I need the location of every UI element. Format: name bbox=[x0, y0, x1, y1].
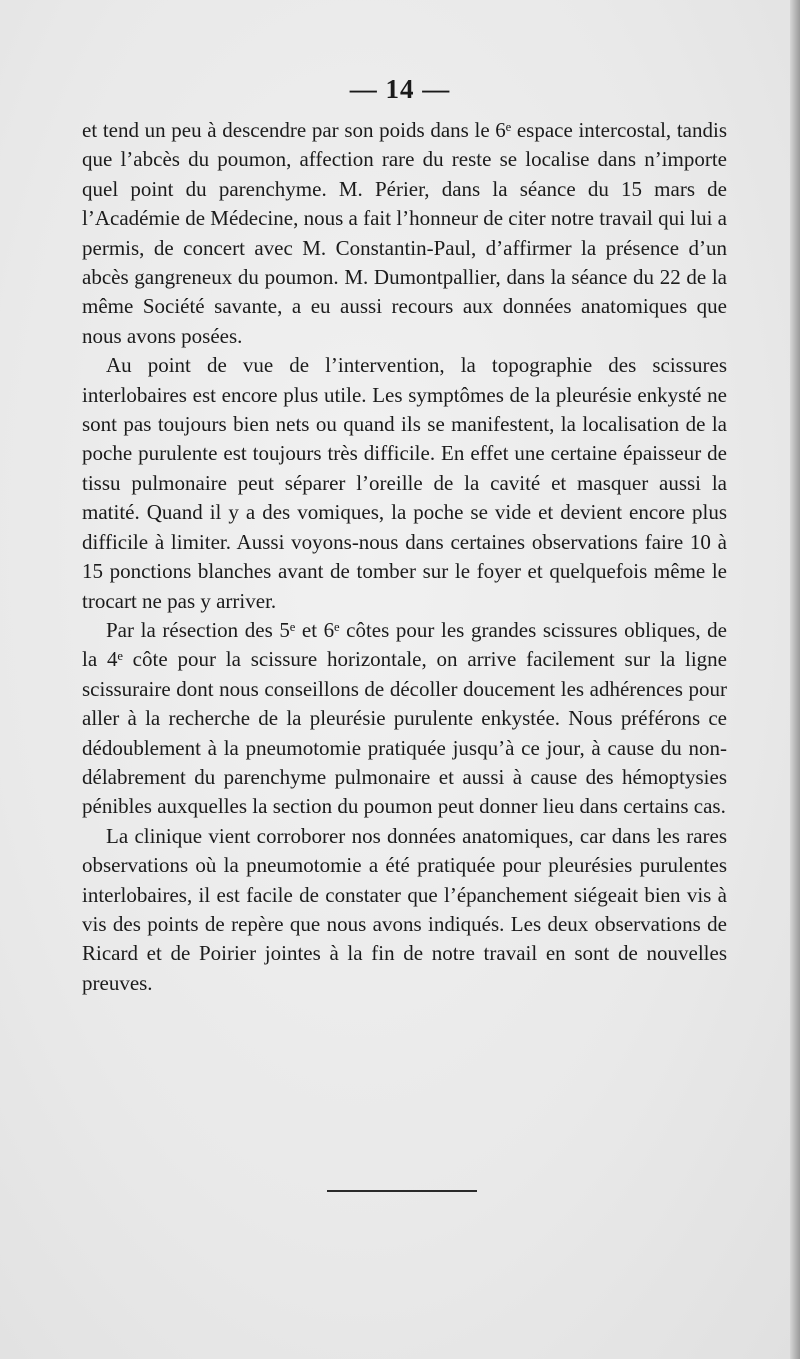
page-edge-shadow bbox=[790, 0, 800, 1359]
paragraph-3: Par la résection des 5ᵉ et 6ᵉ côtes pour les grandes scissures obliques, de la 4ᵉ côte pour la scissure horizontale, on arrive facilement sur la ligne scissuraire dont nous conseillons de décoller doucement les adhérences pour aller à la recherche de la pleurésie purulente enkystée. Nous préférons ce dédoublement à la pneumotomie pratiquée jusqu’à ce jour, à cause du non-délabrement du parenchyme pulmonaire et aussi à cause des hémoptysies pénibles auxquelles la section du poumon peut donner lieu dans certains cas. bbox=[82, 617, 727, 819]
page-number: — 14 — bbox=[349, 74, 451, 104]
paragraph-1: et tend un peu à descendre par son poids dans le 6ᵉ espace intercostal, tandis que l’abcès du poumon, affection rare du reste se localise dans n’importe quel point du parenchyme. M. Périer, dans la séance du 15 mars de l’Académie de Médecine, nous a fait l’honneur de citer notre travail qui lui a permis, de concert avec M. Constantin-Paul, d’affirmer la présence d’un abcès gangreneux du poumon. M. Dumontpallier, dans la séance du 22 de la même Société savante, a eu aussi recours aux données anatomiques que nous avons posées. bbox=[82, 118, 727, 348]
paragraph-2: Au point de vue de l’intervention, la topographie des scissures interlobaires est encore plus utile. Les symptômes de la pleurésie enkysté ne sont pas toujours bien nets ou quand ils se manifestent, la localisation de la poche purulente est toujours très difficile. En effet une certaine épaisseur de tissu pulmonaire peut séparer l’oreille de la cavité et masquer aussi la matité. Quand il y a des vomiques, la poche se vide et devient encore plus difficile à limiter. Aussi voyons-nous dans certaines observations faire 10 à 15 ponctions blanches avant de tomber sur le foyer et quelquefois même le trocart ne pas y arriver. bbox=[82, 353, 727, 613]
end-rule bbox=[327, 1190, 477, 1192]
paragraph-4: La clinique vient corroborer nos données anatomiques, car dans les rares observations où la pneumotomie a été pratiquée pour pleurésies purulentes interlobaires, il est facile de constater que l’épanchement siégeait bien vis à vis des points de repère que nous avons indiqués. Les deux observations de Ricard et de Poirier jointes à la fin de notre travail en sont de nouvelles preuves. bbox=[82, 823, 727, 995]
body-text bbox=[82, 116, 727, 998]
